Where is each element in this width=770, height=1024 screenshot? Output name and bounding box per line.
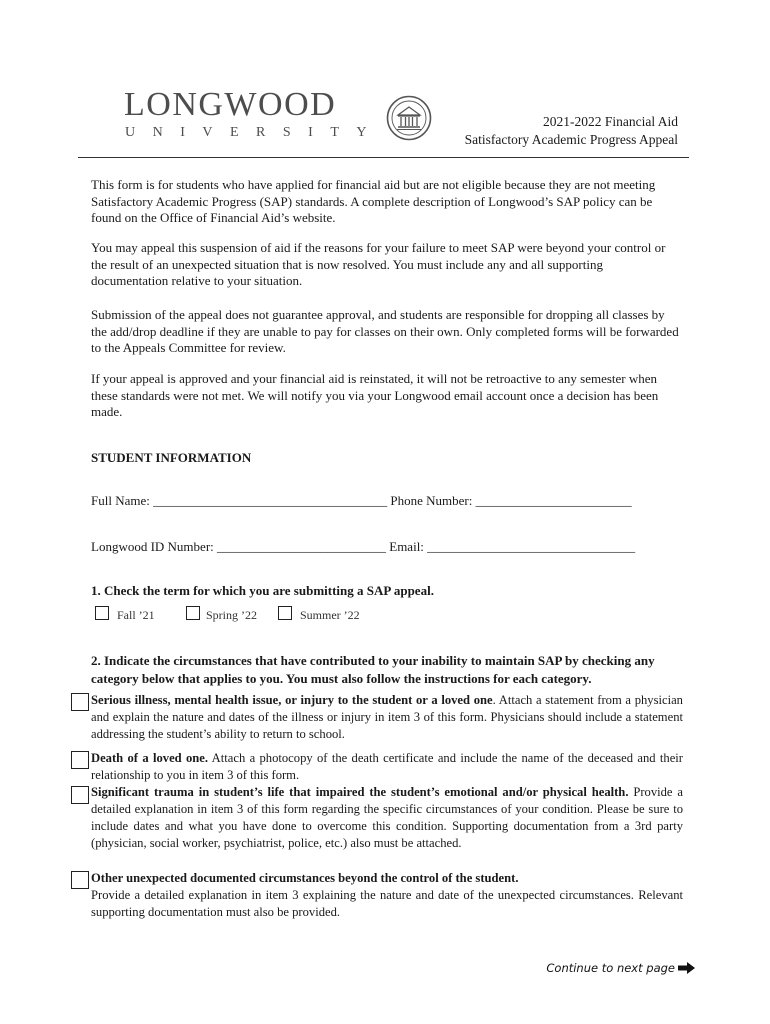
item-other [91,870,683,921]
checkbox-summer[interactable] [278,606,292,620]
checkbox-spring[interactable] [186,606,200,620]
continue-text: Continue to next page [546,961,675,975]
item-illness-text: . Attach a statement from a physician and explain the nature and dates of the illness or injury in item 3 of this form. Physicians should include a statement addressing the student’s ability to return to school. [91,693,683,741]
item-other-title: Other unexpected documented circumstances beyond the control of the student. [91,871,519,885]
item-illness [91,692,683,743]
checkbox-trauma[interactable] [71,786,89,804]
continue-note [546,961,695,975]
arrow-right-icon [678,962,695,974]
item-trauma [91,784,683,852]
checkbox-death[interactable] [71,751,89,769]
intro-paragraph-4: If your appeal is approved and your financial aid is reinstated, it will not be retroactive to any semester when these standards were not met. We will notify you via your Longwood email account once a decision has been made. [91,371,659,420]
item-illness-title: Serious illness, mental health issue, or injury to the student or a loved one [91,693,493,707]
logo-wordmark: LONGWOOD [124,86,337,123]
item-death-text: Attach a photocopy of the death certificate and include the name of the deceased and their relationship to you in item 3 of this form. [91,751,683,782]
id-email-field-line[interactable]: Longwood ID Number: __________________________ Email: ________________________________ [91,539,636,554]
section-heading-student-info: STUDENT INFORMATION [91,450,252,465]
form-title-line2: Satisfactory Academic Progress Appeal [464,132,678,147]
question-1-text: 1. Check the term for which you are submitting a SAP appeal. [91,583,434,598]
question-2-text: 2. Indicate the circumstances that have contributed to your inability to maintain SAP by checking any category below that applies to you. You must also follow the instructions for each category. [91,653,655,686]
checkbox-fall[interactable] [95,606,109,620]
form-title [418,113,678,149]
name-phone-field-line[interactable]: Full Name: ____________________________________ Phone Number: ________________________ [91,493,632,508]
intro-paragraph-2: You may appeal this suspension of aid if the reasons for your failure to meet SAP were beyond your control or the result of an unexpected situation that is now resolved. You must include any and all supporting documentation relative to your situation. [91,240,666,289]
item-trauma-title: Significant trauma in student’s life that impaired the student’s emotional and/or physical health. [91,785,629,799]
term-label-summer: Summer ’22 [300,608,360,622]
checkbox-illness[interactable] [71,693,89,711]
checkbox-other[interactable] [71,871,89,889]
item-other-text: Provide a detailed explanation in item 3 explaining the nature and date of the unexpected circumstances. Relevant supporting documentation must also be provided. [91,888,683,919]
item-death-title: Death of a loved one. [91,751,209,765]
intro-paragraph-1: This form is for students who have applied for financial aid but are not eligible because they are not meeting Satisfactory Academic Progress (SAP) standards. A complete description of Longwood’s SAP policy can be found on the Office of Financial Aid’s website. [91,177,656,226]
header-divider [78,157,689,158]
term-label-spring: Spring ’22 [206,608,257,622]
form-title-line1: 2021-2022 Financial Aid [543,114,678,129]
item-death [91,750,683,784]
item-trauma-text: Provide a detailed explanation in item 3 of this form regarding the specific circumstances of your condition. Please be sure to include dates and what you have done to overcome this condition. Supporting documentation from a 3rd party (physician, social worker, psychiatrist, police, etc.) also must be attached. [91,785,683,850]
term-label-fall: Fall ’21 [117,608,155,622]
intro-paragraph-3: Submission of the appeal does not guarantee approval, and students are responsible for dropping all classes by the add/drop deadline if they are unable to pay for classes on their own. Only completed forms will be forwarded to the Appeals Committee for review. [91,307,679,356]
logo-subtitle: UNIVERSITY [125,125,384,140]
